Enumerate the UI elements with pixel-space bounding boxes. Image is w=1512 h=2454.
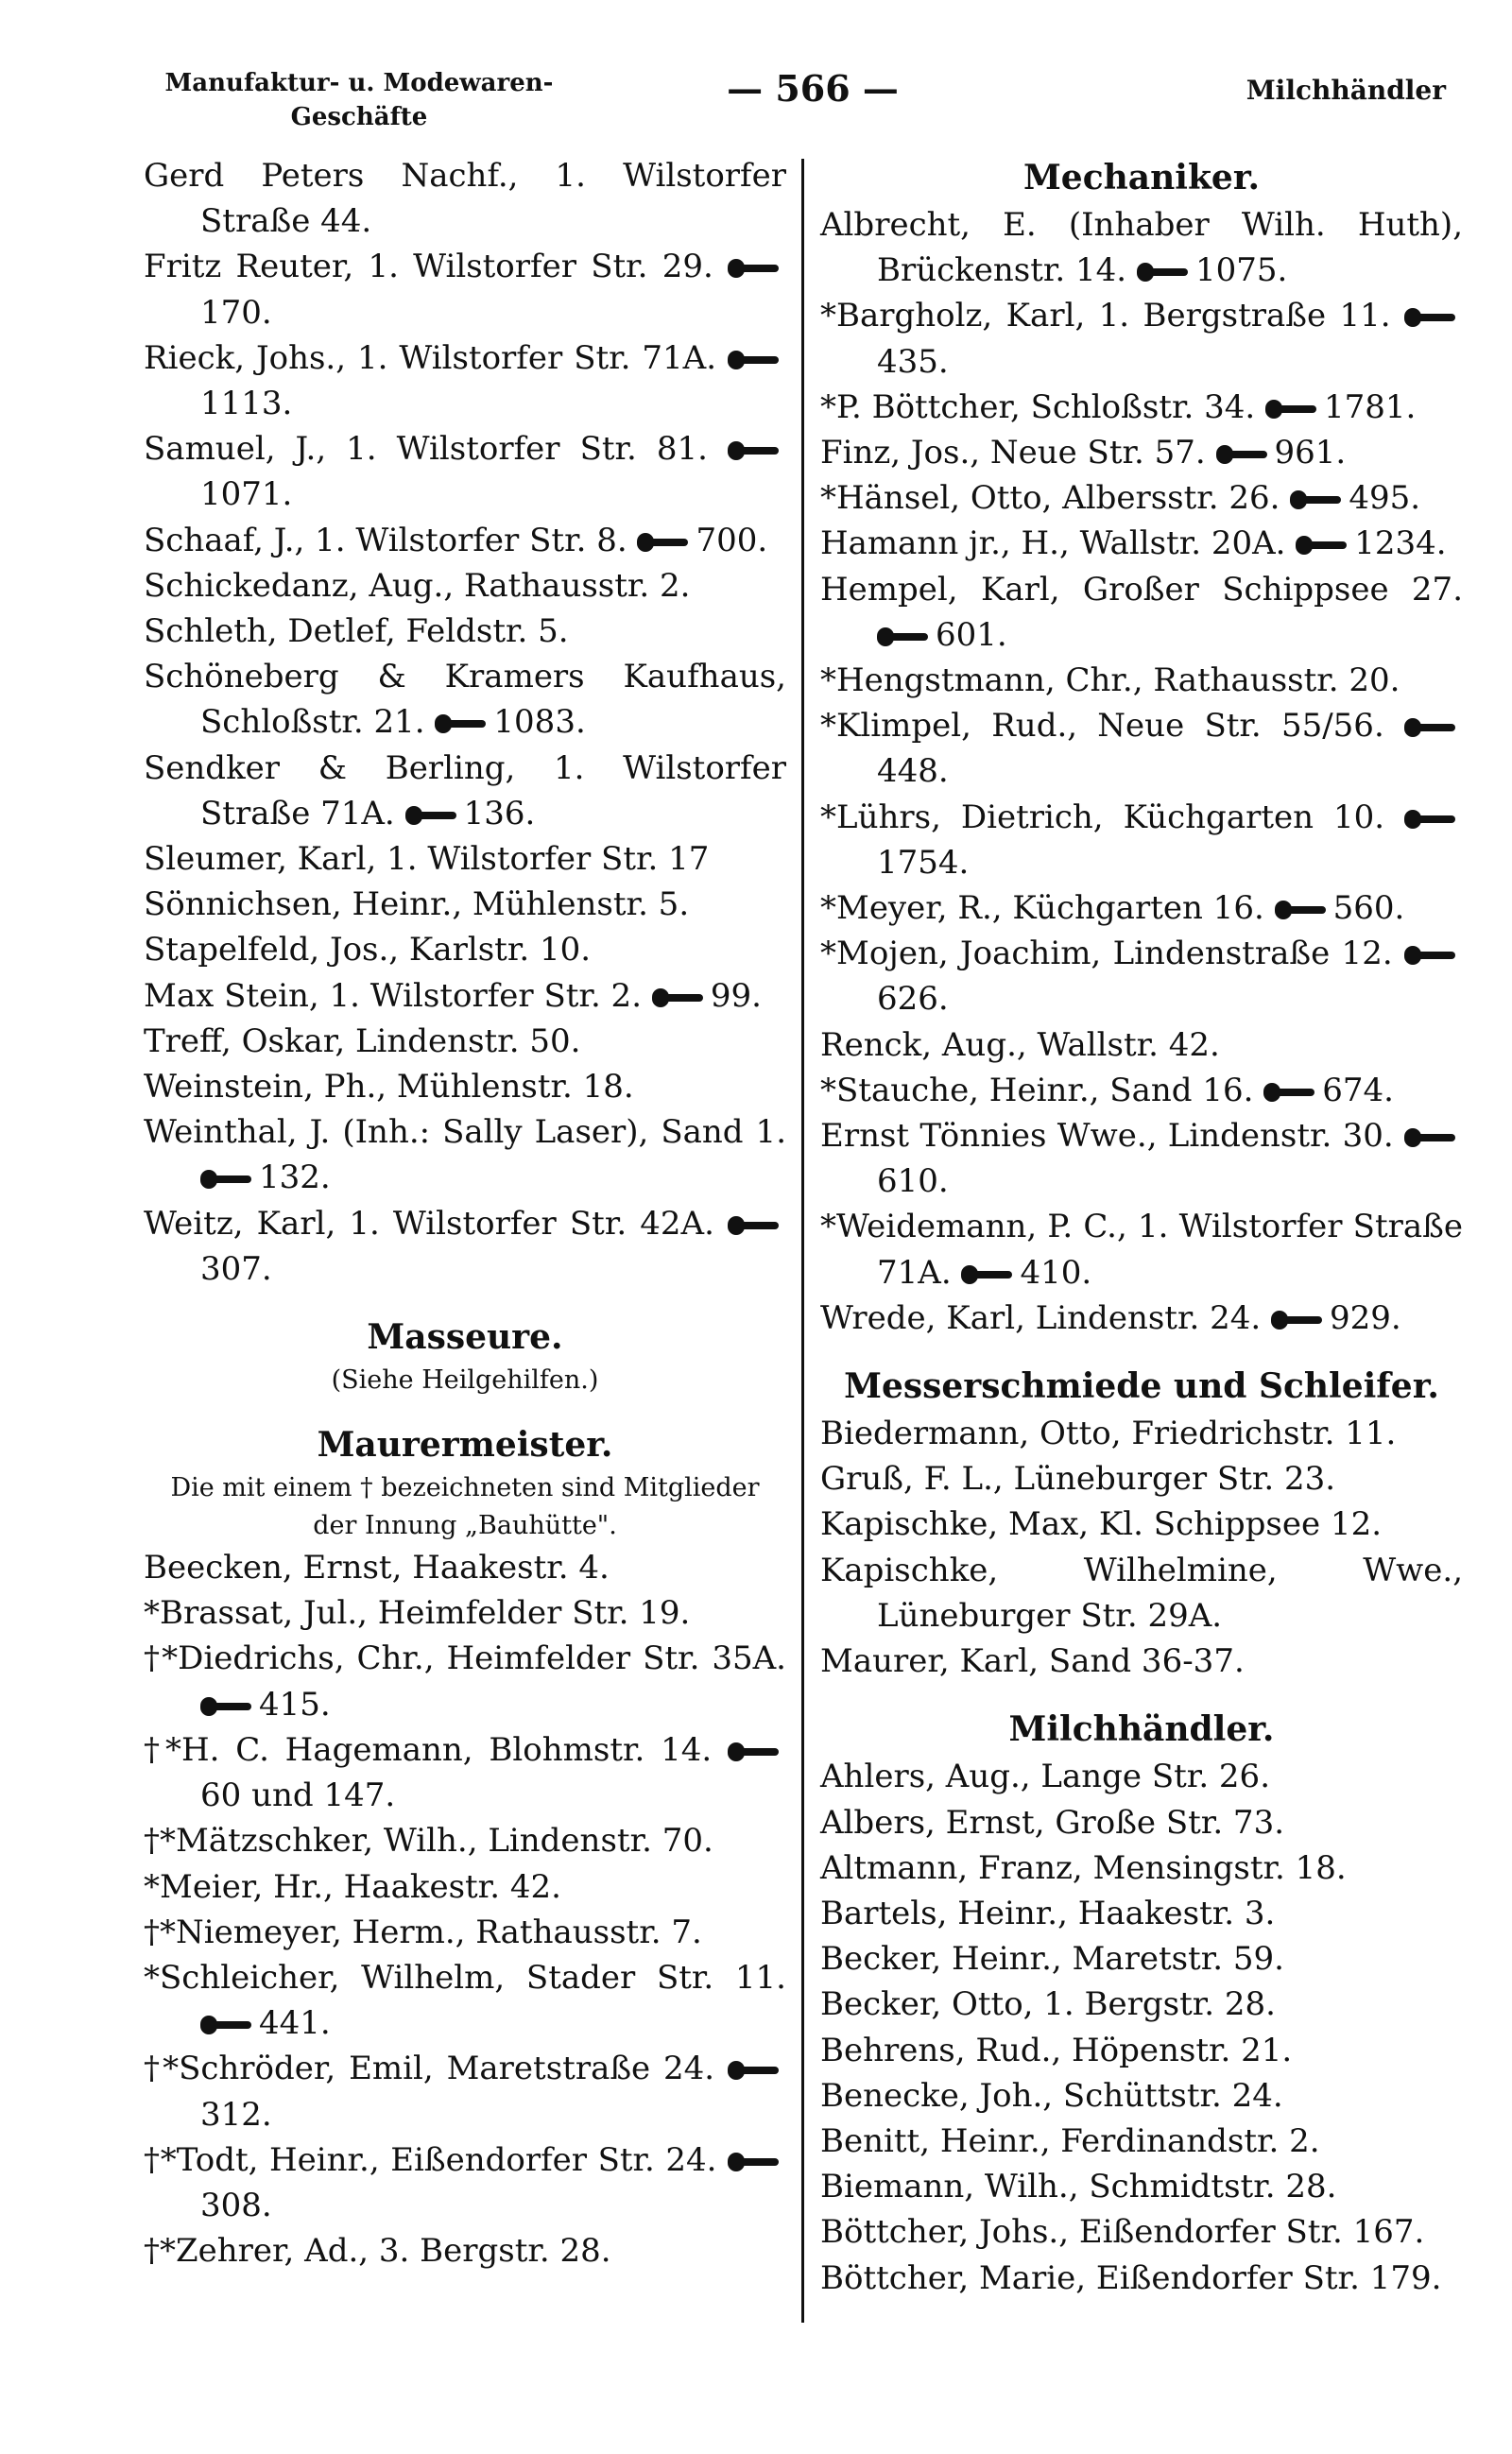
directory-entry [144, 1545, 786, 1590]
telephone-icon [1216, 445, 1267, 464]
right-column [820, 153, 1463, 2301]
mechaniker-list [820, 202, 1463, 1341]
directory-entry [820, 1113, 1463, 1204]
directory-entry [144, 836, 786, 882]
entry-text: *Schleicher, Wilhelm, Stader Str. 11. [144, 1958, 786, 1997]
entry-text: Wrede, Karl, Lindenstr. 24. [820, 1298, 1262, 1337]
directory-entry [144, 973, 786, 1019]
phone-number: 1075. [1194, 251, 1288, 290]
entry-text: *Lührs, Dietrich, Küchgarten 10. [820, 798, 1385, 836]
entry-text: †*Zehrer, Ad., 3. Bergstr. 28. [144, 2232, 611, 2271]
directory-entry [820, 521, 1463, 566]
phone-number: 1113. [200, 385, 293, 423]
entry-text: Schaaf, J., 1. Wilstorfer Str. 8. [144, 521, 627, 559]
directory-entry [820, 703, 1463, 794]
entry-text: Maurer, Karl, Sand 36-37. [820, 1642, 1245, 1681]
entry-text: Stapelfeld, Jos., Karlstr. 10. [144, 931, 592, 970]
directory-entry [144, 153, 786, 244]
entry-text: Biedermann, Otto, Friedrichstr. 11. [820, 1415, 1397, 1453]
phone-number: 132. [259, 1158, 331, 1197]
telephone-icon [435, 714, 486, 733]
entry-text: Hamann jr., H., Wallstr. 20A. [820, 524, 1286, 563]
directory-entry [820, 1845, 1463, 1891]
directory-entry [820, 1754, 1463, 1799]
entry-text: Kapischke, Max, Kl. Schippsee 12. [820, 1505, 1383, 1544]
directory-entry [820, 1411, 1463, 1456]
directory-entry [144, 882, 786, 927]
entry-text: †*H. C. Hagemann, Blohmstr. 14. [144, 1730, 713, 1769]
phone-number: 626. [877, 980, 949, 1019]
entry-text: *Mojen, Joachim, Lindenstraße 12. [820, 935, 1393, 973]
entry-text: *Meyer, R., Küchgarten 16. [820, 889, 1264, 928]
telephone-icon [1275, 901, 1326, 919]
directory-entry [820, 1982, 1463, 2027]
directory-entry [144, 1590, 786, 1636]
telephone-icon [200, 1170, 251, 1189]
entry-text: *Bargholz, Karl, 1. Bergstraße 11. [820, 297, 1391, 335]
directory-entry [820, 1068, 1463, 1113]
phone-number: 435. [877, 342, 949, 381]
entry-text: Gruß, F. L., Lüneburger Str. 23. [820, 1460, 1336, 1499]
entry-text: Becker, Heinr., Maretstr. 59. [820, 1940, 1284, 1979]
phone-number: 312. [200, 2095, 272, 2134]
entry-text: Gerd Peters Nachf., 1. Wilstorfer Straße 44. [144, 157, 786, 241]
section-note-maurermeister: Die mit einem † bezeichneten sind Mitglieder der Innung „Bauhütte". [170, 1473, 760, 1541]
section-title-messerschmiede: Messerschmiede und Schleifer. [844, 1366, 1439, 1407]
telephone-icon [200, 1697, 251, 1716]
phone-number: 1071. [200, 475, 293, 514]
directory-entry [144, 426, 786, 517]
phone-number: 307. [200, 1249, 272, 1288]
telephone-icon [1290, 490, 1341, 509]
phone-number: 1781. [1324, 387, 1417, 426]
entry-text: Albers, Ernst, Große Str. 73. [820, 1803, 1285, 1842]
directory-entry [820, 2209, 1463, 2255]
entry-text: Rieck, Johs., 1. Wilstorfer Str. 71A. [144, 338, 717, 377]
directory-entry [144, 1019, 786, 1064]
directory-entry [144, 2046, 786, 2137]
directory-entry [144, 1818, 786, 1863]
entry-text: Ahlers, Aug., Lange Str. 26. [820, 1758, 1270, 1796]
telephone-icon [652, 988, 703, 1007]
entry-text: Sendker & Berling, 1. Wilstorfer Straße 71A. [144, 748, 786, 832]
telephone-icon [728, 441, 779, 460]
phone-number: 448. [877, 752, 949, 791]
telephone-icon [1404, 810, 1455, 829]
directory-entry [144, 1864, 786, 1910]
section-title-maurermeister: Maurermeister. [317, 1425, 613, 1466]
directory-entry [144, 1910, 786, 1955]
phone-number: 415. [259, 1685, 331, 1724]
entry-text: Treff, Oskar, Lindenstr. 50. [144, 1021, 581, 1060]
entry-text: Sleumer, Karl, 1. Wilstorfer Str. 17 [144, 840, 710, 879]
telephone-icon [1404, 1128, 1455, 1147]
entry-text: Schöneberg & Kramers Kaufhaus, Schloßstr. 21. [144, 658, 786, 742]
entry-text: *Weidemann, P. C., 1. Wilstorfer Straße 71A. [820, 1208, 1463, 1292]
entry-text: Benecke, Joh., Schüttstr. 24. [820, 2076, 1283, 2115]
section-title-milchhaendler: Milchhändler. [1008, 1709, 1275, 1750]
telephone-icon [728, 351, 779, 369]
milch-list [820, 1754, 1463, 2300]
directory-entry [144, 244, 786, 335]
entry-text: Benitt, Heinr., Ferdinandstr. 2. [820, 2121, 1320, 2160]
phone-number: 1083. [493, 703, 586, 742]
directory-entry [820, 2256, 1463, 2301]
entry-text: †*Niemeyer, Herm., Rathausstr. 7. [144, 1913, 702, 1951]
running-head-right: Milchhändler [1246, 75, 1446, 106]
entry-text: *P. Böttcher, Schloßstr. 34. [820, 387, 1256, 426]
telephone-icon [1271, 1311, 1322, 1330]
entry-text: Becker, Otto, 1. Bergstr. 28. [820, 1985, 1276, 2024]
entry-text: Kapischke, Wilhelmine, Wwe., Lüneburger Str. 29A. [820, 1551, 1463, 1635]
telephone-icon [1296, 536, 1347, 555]
directory-entry [144, 335, 786, 426]
section-title-mechaniker: Mechaniker. [1022, 158, 1261, 197]
entry-text: Weinthal, J. (Inh.: Sally Laser), Sand 1. [144, 1113, 786, 1152]
directory-entry [144, 1636, 786, 1726]
directory-entry [820, 1891, 1463, 1936]
directory-entry [144, 1109, 786, 1200]
phone-number: 1234. [1354, 524, 1447, 563]
page-header [132, 66, 1446, 151]
directory-entry [144, 518, 786, 563]
directory-entry [820, 658, 1463, 703]
phone-number: 961. [1274, 434, 1347, 472]
phone-number: 601. [936, 615, 1007, 654]
directory-entry [144, 746, 786, 836]
phone-number: 441. [259, 2004, 331, 2043]
entry-text: Albrecht, E. (Inhaber Wilh. Huth), Brückenstr. 14. [820, 206, 1463, 290]
running-head-left: Manufaktur- u. Modewaren-Geschäfte [164, 69, 554, 131]
telephone-icon [728, 1216, 779, 1235]
directory-entry [144, 609, 786, 654]
telephone-icon [1137, 263, 1188, 282]
directory-entry [820, 931, 1463, 1021]
manufaktur-list [144, 153, 786, 1292]
directory-entry [144, 1727, 786, 1818]
entry-text: Max Stein, 1. Wilstorfer Str. 2. [144, 976, 642, 1015]
directory-entry [820, 1639, 1463, 1684]
directory-entry [144, 563, 786, 609]
entry-text: Ernst Tönnies Wwe., Lindenstr. 30. [820, 1117, 1394, 1156]
section-title-masseure: Masseure. [367, 1317, 563, 1358]
entry-text: Finz, Jos., Neue Str. 57. [820, 434, 1206, 472]
phone-number: 495. [1349, 479, 1421, 518]
telephone-icon [1263, 1083, 1314, 1102]
telephone-icon [405, 806, 456, 825]
directory-entry [820, 795, 1463, 885]
directory-entry [820, 2028, 1463, 2073]
directory-entry [820, 1800, 1463, 1845]
telephone-icon [728, 2153, 779, 2171]
directory-entry [820, 475, 1463, 521]
directory-entry [820, 1548, 1463, 1639]
entry-text: Schleth, Detlef, Feldstr. 5. [144, 612, 569, 651]
telephone-icon [1265, 400, 1316, 419]
phone-number: 60 und 147. [200, 1776, 396, 1815]
entry-text: *Klimpel, Rud., Neue Str. 55/56. [820, 707, 1384, 746]
entry-text: Weitz, Karl, 1. Wilstorfer Str. 42A. [144, 1204, 714, 1243]
entry-text: Böttcher, Johs., Eißendorfer Str. 167. [820, 2213, 1425, 2252]
directory-entry [820, 430, 1463, 475]
directory-entry [820, 385, 1463, 430]
maurer-list [144, 1545, 786, 2274]
entry-text: Altmann, Franz, Mensingstr. 18. [820, 1848, 1347, 1887]
phone-number: 1754. [877, 843, 970, 882]
entry-text: Renck, Aug., Wallstr. 42. [820, 1025, 1220, 1064]
telephone-icon [1404, 718, 1455, 737]
entry-text: Böttcher, Marie, Eißendorfer Str. 179. [820, 2258, 1442, 2297]
entry-text: *Stauche, Heinr., Sand 16. [820, 1071, 1254, 1109]
directory-entry [820, 1204, 1463, 1295]
section-note-masseure: (Siehe Heilgehilfen.) [331, 1365, 599, 1396]
phone-number: 700. [696, 521, 768, 559]
entry-text: Biemann, Wilh., Schmidtstr. 28. [820, 2168, 1337, 2206]
directory-entry [144, 1201, 786, 1292]
entry-text: †*Mätzschker, Wilh., Lindenstr. 70. [144, 1822, 713, 1861]
telephone-icon [961, 1265, 1012, 1284]
telephone-icon [728, 2061, 779, 2080]
directory-entry [820, 567, 1463, 658]
entry-text: †*Diedrichs, Chr., Heimfelder Str. 35A. [144, 1639, 786, 1678]
directory-entry [820, 2164, 1463, 2209]
entry-text: Behrens, Rud., Höpenstr. 21. [820, 2031, 1293, 2069]
entry-text: Hempel, Karl, Großer Schippsee 27. [820, 570, 1463, 609]
telephone-icon [1404, 946, 1455, 965]
phone-number: 560. [1332, 889, 1405, 928]
directory-entry [820, 1502, 1463, 1547]
directory-entry [820, 2073, 1463, 2119]
phone-number: 610. [877, 1162, 949, 1201]
directory-entry [820, 885, 1463, 931]
directory-entry [144, 2137, 786, 2228]
left-column [144, 153, 786, 2274]
entry-text: *Brassat, Jul., Heimfelder Str. 19. [144, 1594, 691, 1633]
entry-text: Sönnichsen, Heinr., Mühlenstr. 5. [144, 885, 690, 924]
directory-entry [144, 927, 786, 972]
phone-number: 170. [200, 293, 272, 332]
entry-text: Weinstein, Ph., Mühlenstr. 18. [144, 1068, 634, 1107]
entry-text: Bartels, Heinr., Haakestr. 3. [820, 1894, 1276, 1932]
phone-number: 410. [1020, 1253, 1092, 1292]
phone-number: 929. [1329, 1298, 1401, 1337]
entry-text: Schickedanz, Aug., Rathausstr. 2. [144, 566, 691, 605]
entry-text: *Hengstmann, Chr., Rathausstr. 20. [820, 661, 1400, 700]
phone-number: 674. [1322, 1071, 1394, 1109]
directory-entry [820, 202, 1463, 293]
telephone-icon [728, 1742, 779, 1761]
directory-entry [820, 1936, 1463, 1982]
entry-text: Beecken, Ernst, Haakestr. 4. [144, 1549, 610, 1587]
phone-number: 99. [710, 976, 762, 1015]
telephone-icon [1404, 308, 1455, 327]
entry-text: *Hänsel, Otto, Albersstr. 26. [820, 479, 1280, 518]
directory-entry [144, 1064, 786, 1109]
directory-entry [820, 2119, 1463, 2164]
telephone-icon [728, 259, 779, 278]
entry-text: *Meier, Hr., Haakestr. 42. [144, 1867, 561, 1906]
directory-entry [820, 293, 1463, 384]
directory-entry [820, 1456, 1463, 1502]
directory-entry [820, 1296, 1463, 1341]
telephone-icon [200, 2016, 251, 2034]
phone-number: 308. [200, 2186, 272, 2224]
telephone-icon [877, 627, 928, 646]
entry-text: †*Schröder, Emil, Maretstraße 24. [144, 2050, 715, 2088]
directory-entry [144, 2228, 786, 2274]
column-divider [801, 159, 804, 2323]
phone-number: 136. [463, 794, 536, 832]
directory-entry [144, 1955, 786, 2046]
page-number: — 566 — [727, 67, 899, 110]
entry-text: Samuel, J., 1. Wilstorfer Str. 81. [144, 430, 708, 469]
entry-text: †*Todt, Heinr., Eißendorfer Str. 24. [144, 2140, 717, 2179]
directory-entry [144, 654, 786, 745]
directory-entry [820, 1022, 1463, 1068]
entry-text: Fritz Reuter, 1. Wilstorfer Str. 29. [144, 248, 713, 286]
telephone-icon [637, 533, 688, 552]
messer-list [820, 1411, 1463, 1684]
